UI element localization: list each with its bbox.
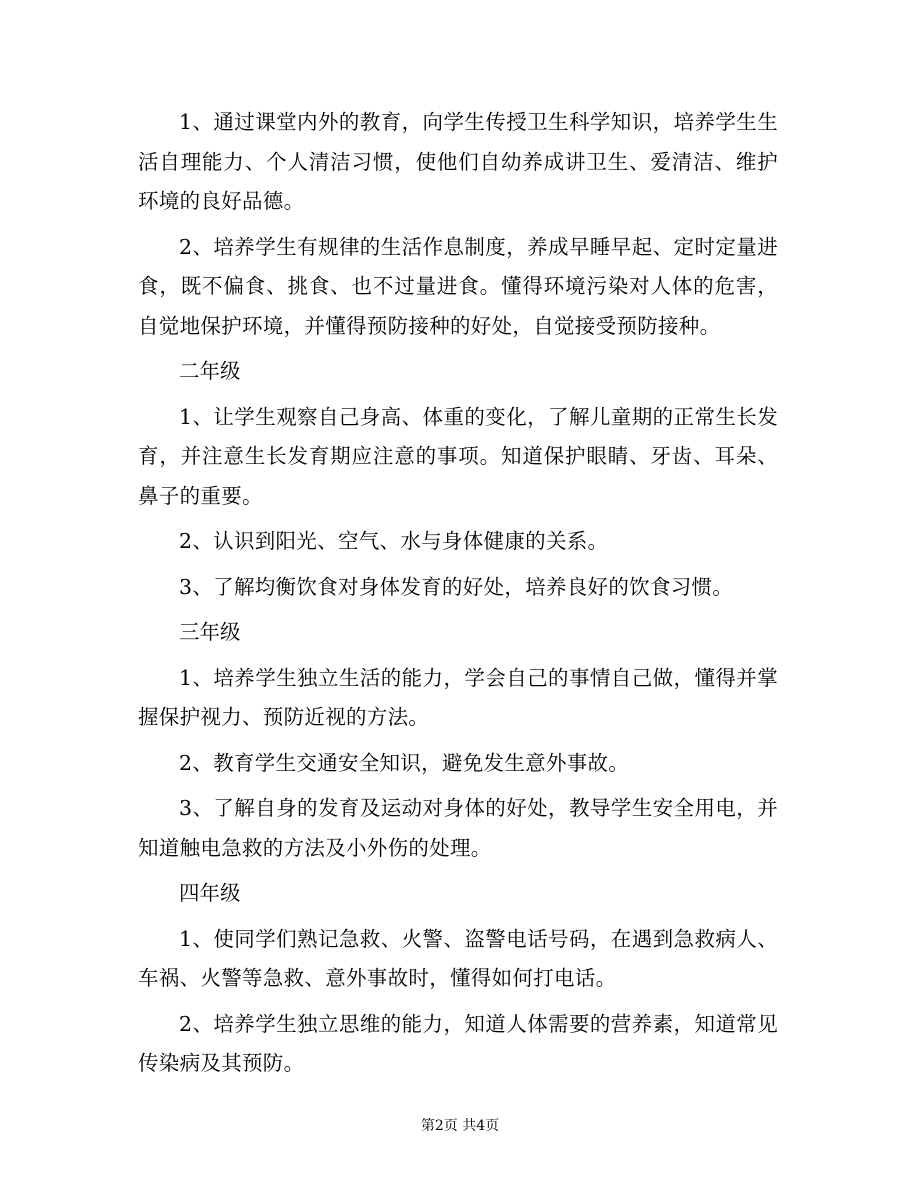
paragraph-sun-air-water: 2、认识到阳光、空气、水与身体健康的关系。 [179,529,609,553]
paragraph-balanced-diet: 3、了解均衡饮食对身体发育的好处，培养良好的饮食习惯。 [179,574,734,599]
heading-grade-three: 三年级 [179,620,241,644]
paragraph-routine-habits: 2、培养学生有规律的生活作息制度，养成早睡早起、定时定量进食，既不偏食、挑食、也不过量进食。懂得环境污染对人体的危害，自觉地保护环境，并懂得预防接种的好处，自觉接受预防接种。 [138,234,778,338]
heading-grade-two: 二年级 [179,359,241,383]
paragraph-independent-living: 1、培养学生独立生活的能力，学会自己的事情自己做，懂得并掌握保护视力、预防近视的方法。 [138,665,778,729]
paragraph-growth-development: 1、让学生观察自己身高、体重的变化，了解儿童期的正常生长发育，并注意生长发育期应注意的事项。知道保护眼睛、牙齿、耳朵、鼻子的重要。 [138,404,778,508]
document-body [138,103,778,1090]
paragraph-nutrition-disease: 2、培养学生独立思维的能力，知道人体需要的营养素，知道常见传染病及其预防。 [138,1011,778,1075]
paragraph-hygiene-knowledge: 1、通过课堂内外的教育，向学生传授卫生科学知识，培养学生生活自理能力、个人清洁习惯，使他们自幼养成讲卫生、爱清洁、维护环境的良好品德。 [138,110,778,213]
page-number-footer: 第2页 共4页 [420,1118,500,1134]
heading-grade-four: 四年级 [179,881,241,905]
paragraph-traffic-safety: 2、教育学生交通安全知识，避免发生意外事故。 [179,750,630,775]
paragraph-electrical-safety: 3、了解自身的发育及运动对身体的好处，教导学生安全用电，并知道触电急救的方法及小外伤的处理。 [138,796,778,860]
paragraph-emergency-numbers: 1、使同学们熟记急救、火警、盗警电话号码，在遇到急救病人、车祸、火警等急救、意外事故时，懂得如何打电话。 [138,926,778,990]
